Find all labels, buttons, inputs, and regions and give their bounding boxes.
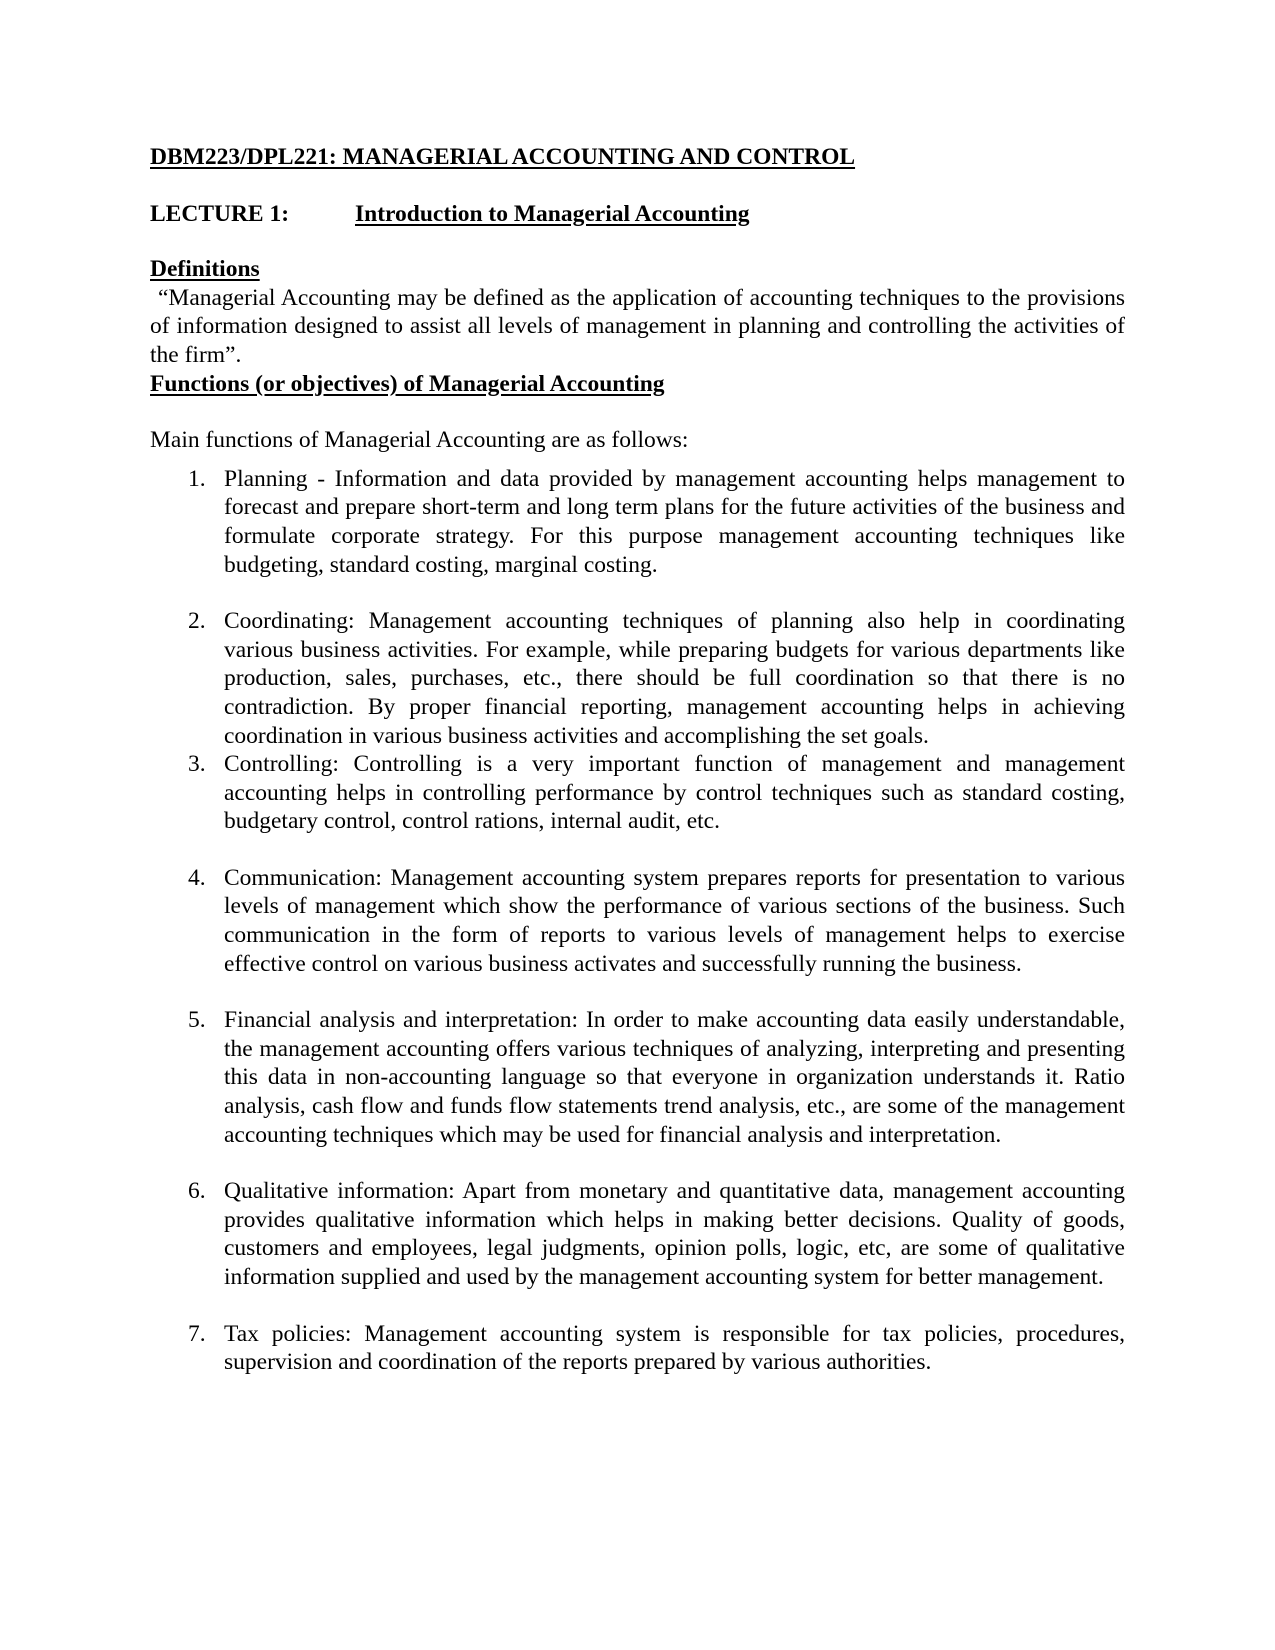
list-item	[150, 465, 1125, 579]
list-item	[150, 864, 1125, 978]
list-item	[150, 1177, 1125, 1291]
list-item-number: 7.	[188, 1320, 206, 1347]
list-item-number: 1.	[188, 465, 206, 492]
course-title: DBM223/DPL221: MANAGERIAL ACCOUNTING AND CONTROL	[150, 144, 856, 170]
lecture-label: LECTURE 1:	[150, 200, 290, 227]
list-item-number: 5.	[188, 1007, 206, 1034]
list-item-number: 2.	[188, 608, 206, 635]
list-item-number: 4.	[188, 864, 206, 891]
list-item	[150, 1320, 1125, 1377]
list-item-text: Communication: Management accounting system prepares reports for presentation to various levels of management which show the performance of various sections of the business. Such communication in the form of reports to various levels of management helps to exercise effective control on various business activates and successfully running the business.	[224, 864, 1125, 977]
list-item-text: Financial analysis and interpretation: In order to make accounting data easily understandable, the management accounting offers various techniques of analyzing, interpreting and presenting this data in non-accounting language so that everyone in organization understands it. Ratio analysis, cash flow and funds flow statements trend analysis, etc., are some of the management accounting techniques which may be used for financial analysis and interpretation.	[224, 1007, 1125, 1148]
definition-paragraph: “Managerial Accounting may be defined as the application of accounting techniques to the provisions of information designed to assist all levels of management in planning and controlling the activities of the firm”.	[150, 284, 1125, 368]
lecture-title: Introduction to Managerial Accounting	[355, 200, 750, 227]
list-item-number: 6.	[188, 1178, 206, 1205]
lecture-heading	[150, 200, 1125, 229]
list-item	[150, 750, 1125, 836]
list-item-text: Qualitative information: Apart from monetary and quantitative data, management accounting provides qualitative information which helps in making better decisions. Quality of goods, customers and employees, legal judgments, opinion polls, logic, etc, are some of qualitative information supplied and used by the management accounting system for better management.	[224, 1178, 1125, 1290]
list-item-text: Controlling: Controlling is a very important function of management and management accounting helps in controlling performance by control techniques such as standard costing, budgetary control, control rations, internal audit, etc.	[224, 751, 1125, 835]
list-item-text: Coordinating: Management accounting techniques of planning also help in coordinating various business activities. For example, while preparing budgets for various departments like production, sales, purchases, etc., there should be full coordination so that there is no contradiction. By proper financial reporting, management accounting helps in achieving coordination in various business activities and accomplishing the set goals.	[224, 608, 1125, 749]
list-item-text: Planning - Information and data provided by management accounting helps management to forecast and prepare short-term and long term plans for the future activities of the business and formulate corporate strategy. For this purpose management accounting techniques like budgeting, standard costing, marginal costing.	[224, 465, 1125, 578]
definitions-heading: Definitions	[150, 256, 260, 283]
list-item-number: 3.	[188, 751, 206, 778]
list-item	[150, 1006, 1125, 1149]
list-item-text: Tax policies: Management accounting system is responsible for tax policies, procedures, supervision and coordination of the reports prepared by various authorities.	[224, 1320, 1125, 1376]
document-page	[150, 143, 1125, 1377]
functions-list	[150, 465, 1125, 1377]
functions-heading: Functions (or objectives) of Managerial Accounting	[150, 370, 665, 397]
functions-intro: Main functions of Managerial Accounting are as follows:	[150, 427, 689, 454]
list-item	[150, 607, 1125, 750]
